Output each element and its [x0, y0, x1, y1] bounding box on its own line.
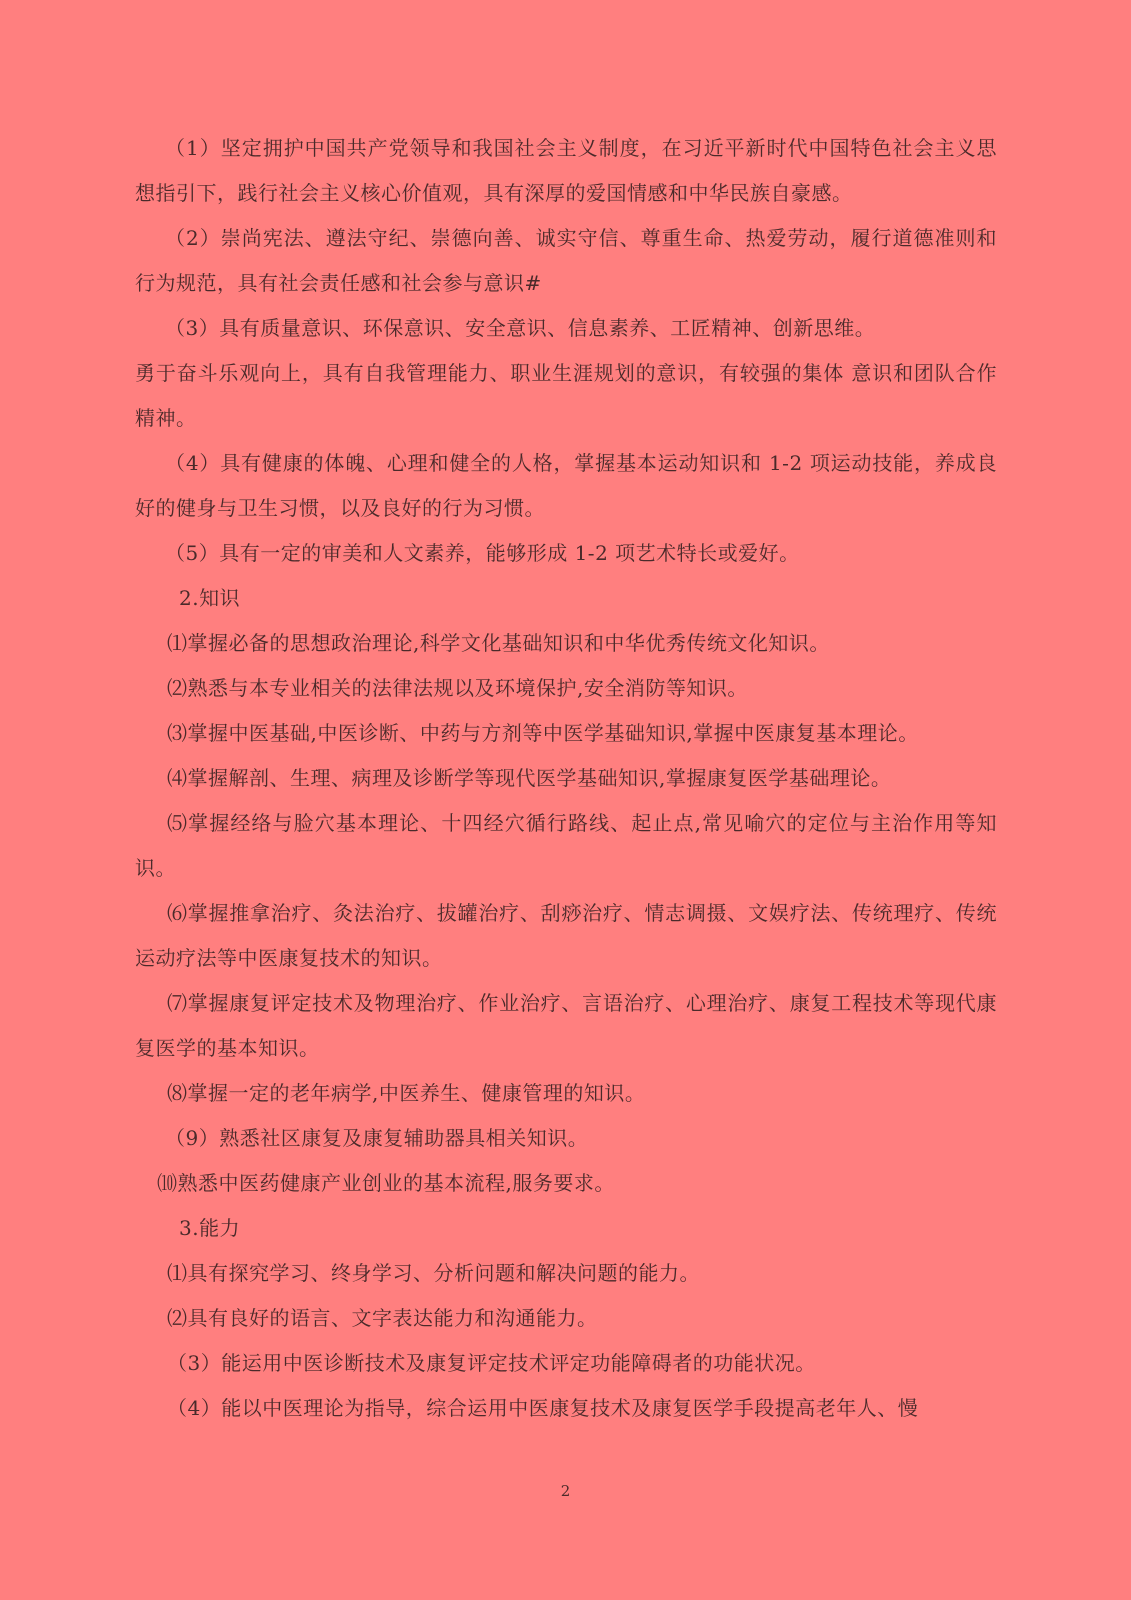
knowledge-item-6: ⑹掌握推拿治疗、灸法治疗、拔罐治疗、刮痧治疗、情志调摄、文娱疗法、传统理疗、传统运动疗法等中医康复技术的知识。	[135, 901, 997, 970]
paragraph-1: （1）坚定拥护中国共产党领导和我国社会主义制度，在习近平新时代中国特色社会主义思想指引下，践行社会主义核心价值观，具有深厚的爱国情感和中华民族自豪感。	[135, 136, 997, 205]
knowledge-item-2: ⑵熟悉与本专业相关的法律法规以及环境保护,安全消防等知识。	[167, 676, 748, 700]
ability-item-3: （3）能运用中医诊断技术及康复评定技术评定功能障碍者的功能状况。	[167, 1351, 816, 1375]
section-heading-ability: 3.能力	[179, 1216, 241, 1240]
paragraph-4: 勇于奋斗乐观向上，具有自我管理能力、职业生涯规划的意识，有较强的集体 意识和团队合作精神。	[135, 361, 997, 430]
knowledge-item-3: ⑶掌握中医基础,中医诊断、中药与方剂等中医学基础知识,掌握中医康复基本理论。	[167, 721, 919, 745]
paragraph-6: （5）具有一定的审美和人文素养，能够形成 1-2 项艺术特长或爱好。	[165, 541, 800, 565]
section-heading-knowledge: 2.知识	[179, 586, 241, 610]
paragraph-3: （3）具有质量意识、环保意识、安全意识、信息素养、工匠精神、创新思维。	[165, 316, 876, 340]
knowledge-item-4: ⑷掌握解剖、生理、病理及诊断学等现代医学基础知识,掌握康复医学基础理论。	[167, 766, 892, 790]
paragraph-5: （4）具有健康的体魄、心理和健全的人格，掌握基本运动知识和 1-2 项运动技能，养成良好的健身与卫生习惯，以及良好的行为习惯。	[135, 451, 997, 520]
knowledge-item-5: ⑸掌握经络与脸穴基本理论、十四经穴循行路线、起止点,常见喻穴的定位与主治作用等知识。	[135, 811, 997, 880]
ability-item-4: （4）能以中医理论为指导，综合运用中医康复技术及康复医学手段提高老年人、慢	[167, 1396, 919, 1420]
knowledge-item-9: （9）熟悉社区康复及康复辅助器具相关知识。	[165, 1126, 589, 1150]
paragraph-2: （2）崇尚宪法、遵法守纪、崇德向善、诚实守信、尊重生命、热爱劳动，履行道德准则和行为规范，具有社会责任感和社会参与意识#	[135, 226, 997, 295]
page-number: 2	[560, 1482, 571, 1500]
ability-item-1: ⑴具有探究学习、终身学习、分析问题和解决问题的能力。	[167, 1261, 700, 1285]
page-body	[135, 126, 997, 1431]
knowledge-item-1: ⑴掌握必备的思想政治理论,科学文化基础知识和中华优秀传统文化知识。	[167, 631, 830, 655]
knowledge-item-8: ⑻掌握一定的老年病学,中医养生、健康管理的知识。	[167, 1081, 646, 1105]
ability-item-2: ⑵具有良好的语言、文字表达能力和沟通能力。	[167, 1306, 598, 1330]
knowledge-item-7: ⑺掌握康复评定技术及物理治疗、作业治疗、言语治疗、心理治疗、康复工程技术等现代康复医学的基本知识。	[135, 991, 997, 1060]
knowledge-item-10: ⑽熟悉中医药健康产业创业的基本流程,服务要求。	[157, 1171, 615, 1195]
